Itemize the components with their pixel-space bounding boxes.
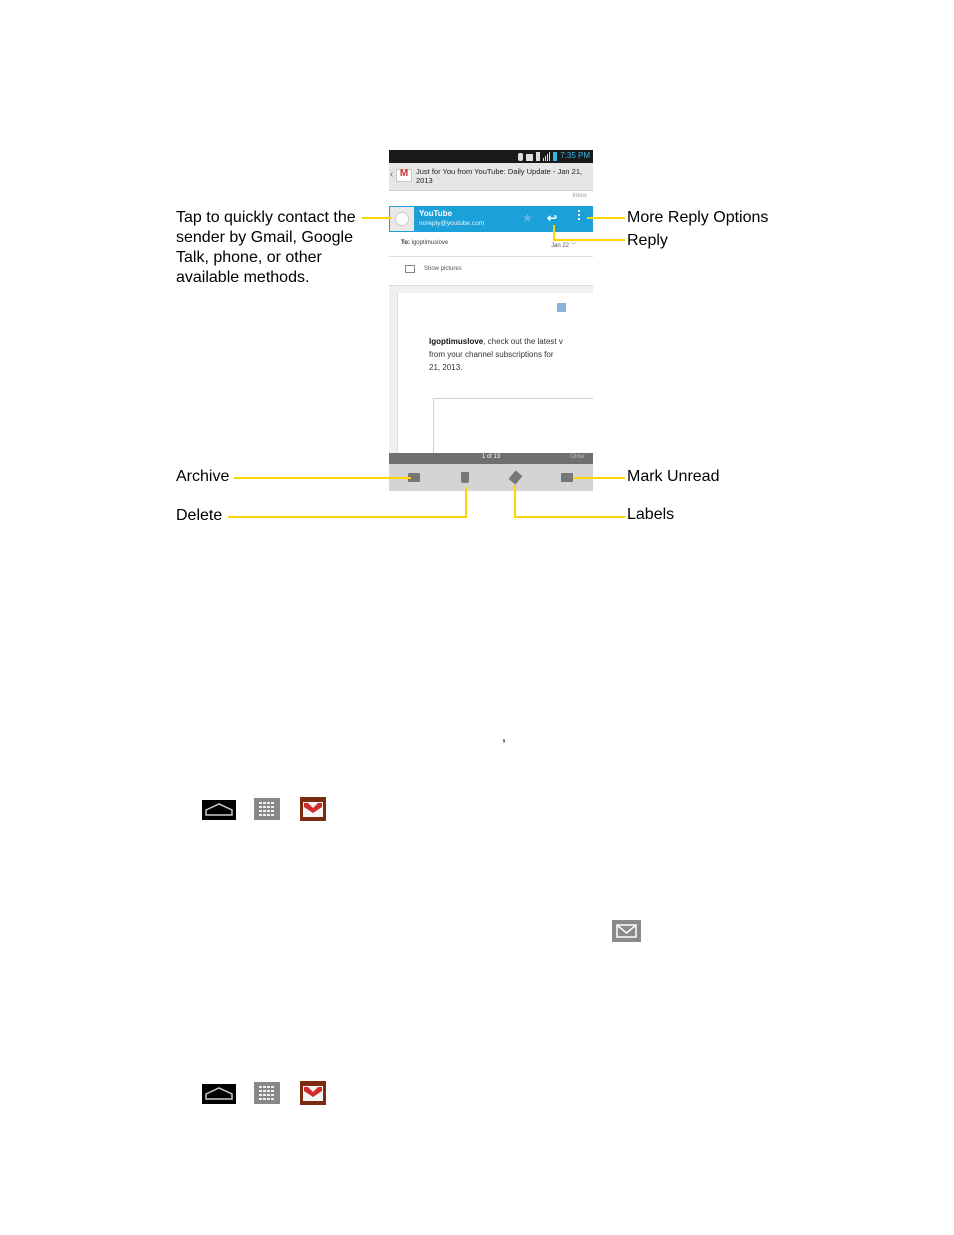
divider: [389, 256, 593, 257]
phone-screenshot: [389, 150, 593, 491]
callout-line-contact: [362, 217, 392, 219]
home-icon: [202, 800, 236, 820]
email-subject: Just for You from YouTube: Daily Update - Jan 21, 2013: [416, 167, 583, 185]
chevron-down-icon: ﹀: [570, 243, 577, 249]
body-line2: from your channel subscriptions for: [429, 350, 554, 359]
youtube-badge-icon: [557, 303, 566, 312]
callout-line-reply-h: [553, 239, 625, 241]
mark-unread-icon[interactable]: [561, 473, 573, 482]
gmail-icon: [300, 1081, 326, 1105]
callout-line-delete-h: [228, 516, 467, 518]
page-indicator-bar: [389, 453, 593, 464]
sender-name: YouTube: [419, 209, 453, 218]
delete-icon[interactable]: [461, 472, 469, 483]
email-body-text: [429, 335, 593, 374]
email-date[interactable]: [551, 240, 577, 249]
sender-avatar[interactable]: [390, 207, 414, 231]
home-icon: [202, 1084, 236, 1104]
gmail-logo[interactable]: M: [396, 169, 412, 182]
callout-more-reply-options: More Reply Options: [627, 209, 769, 226]
mark-unread-icon: [612, 920, 641, 942]
callout-line-labels-h: [514, 516, 625, 518]
data-icon: [536, 152, 540, 161]
to-prefix: To:: [401, 240, 410, 246]
recipient: lgoptimuslove: [411, 240, 449, 246]
page-count: 1 of 13: [481, 454, 501, 460]
body-line3: 21, 2013.: [429, 363, 463, 372]
star-icon[interactable]: ★: [522, 211, 533, 225]
subject-bar: [389, 163, 593, 191]
folder-label[interactable]: Inbox: [572, 193, 587, 199]
callout-delete: Delete: [176, 507, 223, 524]
sim-icon: [526, 154, 533, 161]
callout-reply: Reply: [627, 232, 668, 249]
battery-icon: [553, 152, 557, 161]
picture-icon: [405, 265, 415, 273]
labels-icon[interactable]: [509, 470, 523, 484]
recipient-line: [401, 240, 448, 246]
apps-icon: [254, 1082, 280, 1104]
older-link[interactable]: Older: [570, 454, 585, 460]
date-text: Jan 22: [551, 243, 570, 249]
sender-email: noreply@youtube.com: [419, 220, 485, 227]
callout-line-reply-v: [553, 225, 555, 240]
reply-icon[interactable]: ↩: [547, 211, 558, 225]
action-bar: [389, 464, 593, 491]
apps-icon: [254, 798, 280, 820]
callout-line-mark-unread: [573, 477, 625, 479]
callout-mark-unread: Mark Unread: [627, 468, 720, 485]
back-chevron-icon[interactable]: ‹: [390, 169, 394, 180]
more-options-icon[interactable]: [578, 210, 581, 222]
show-pictures-link[interactable]: Show pictures: [424, 266, 462, 272]
bluetooth-icon: [518, 153, 523, 161]
callout-labels: Labels: [627, 506, 675, 523]
signal-icon: [543, 152, 550, 161]
stray-comma: ,: [502, 728, 506, 744]
callout-line-delete-v: [465, 487, 467, 517]
callout-line-archive: [234, 477, 411, 479]
callout-line-more-options: [587, 217, 625, 219]
callout-line-labels-v: [514, 485, 516, 517]
callout-archive: Archive: [176, 468, 230, 485]
sender-bar: [389, 206, 593, 232]
callout-contact-sender: Tap to quickly contact the sender by Gmail, Google Talk, phone, or other available methods.: [176, 209, 356, 286]
body-username: lgoptimuslove: [429, 337, 484, 346]
body-line1: , check out the latest v: [483, 337, 563, 346]
status-icons: [518, 152, 557, 161]
avatar-icon: [395, 212, 409, 226]
status-bar: [389, 150, 593, 163]
gmail-icon: [300, 797, 326, 821]
status-time: 7:35 PM: [560, 151, 590, 160]
